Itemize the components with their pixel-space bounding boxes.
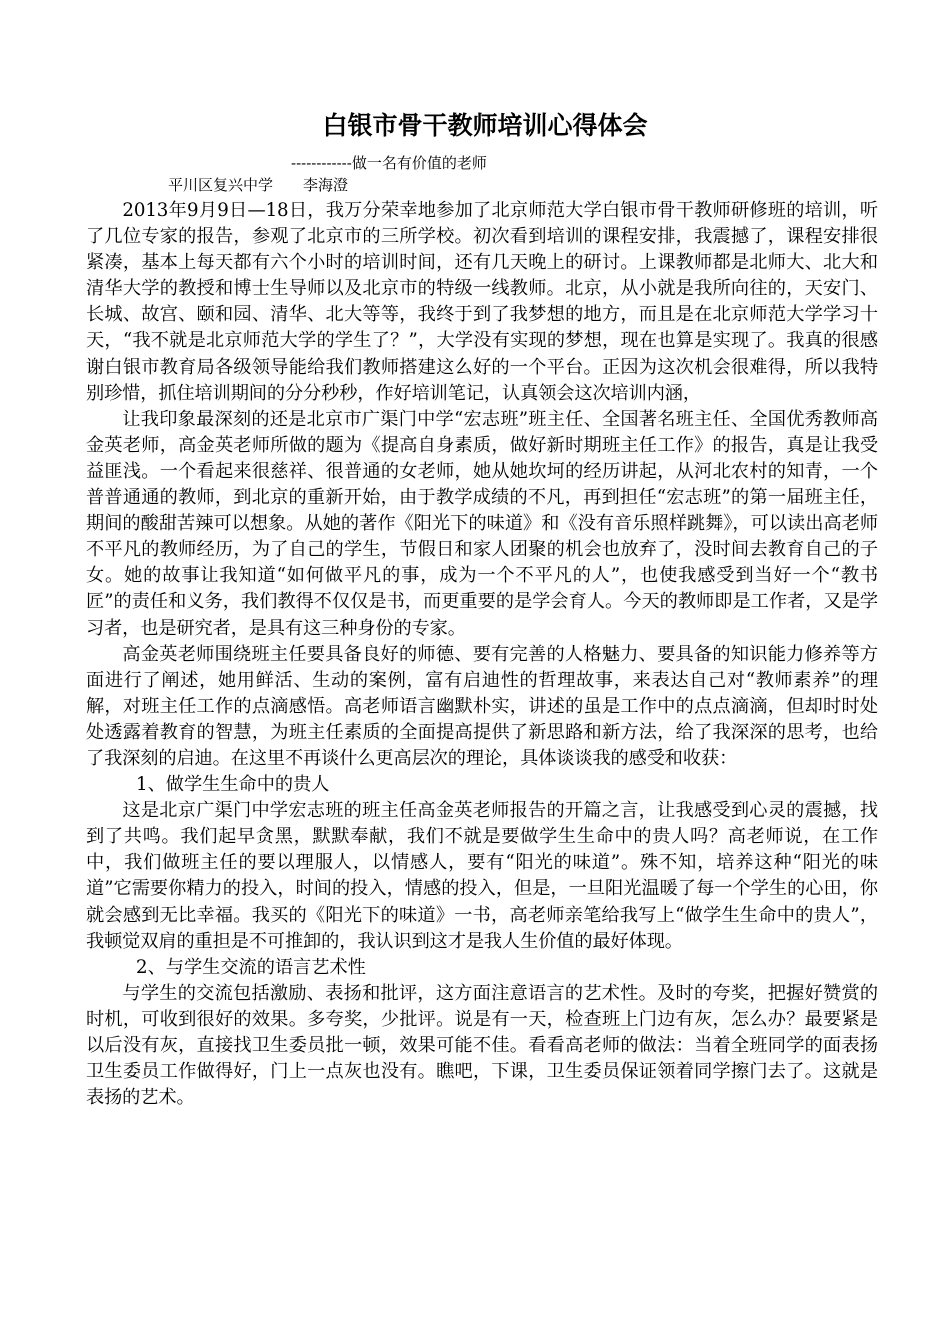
author-line: [86, 174, 878, 196]
intro-paragraph: 2013年9月9日—18日，我万分荣幸地参加了北京师范大学白银市骨干教师研修班的培训，听了几位专家的报告，参观了北京市的三所学校。初次看到培训的课程安排，我震撼了，课程安排很紧凑，基本上每天都有六个小时的培训时间，还有几天晚上的研讨。上课教师都是北师大、北大和清华大学的教授和博士生导师以及北京市的特级一线教师。北京，从小就是我所向往的，天安门、长城、故宫、颐和园、清华、北大等等，我终于到了我梦想的地方，而且是在北京师范大学学习十天，“我不就是北京师范大学的学生了？”，大学没有实现的梦想，现在也算是实现了。我真的很感谢白银市教育局各级领导能给我们教师搭建这么好的一个平台。正因为这次机会很难得，所以我特别珍惜，抓住培训期间的分分秒秒，作好培训笔记，认真领会这次培训内涵，: [86, 200, 878, 404]
section-paragraph-2: 与学生的交流包括激励、表扬和批评，这方面注意语言的艺术性。及时的夸奖，把握好赞赏的时机，可收到很好的效果。多夸奖，少批评。说是有一天，检查班上门边有灰，怎么办？最要紧是以后没有灰，直接找卫生委员批一顿，效果可能不佳。看看高老师的做法：当着全班同学的面表扬卫生委员工作做得好，门上一点灰也没有。瞧吧，下课，卫生委员保证领着同学擦门去了。这就是表扬的艺术。: [86, 982, 878, 1109]
section-paragraph-1: 这是北京广渠门中学宏志班的班主任高金英老师报告的开篇之言，让我感受到心灵的震撼，找到了共鸣。我们起早贪黑，默默奉献，我们不就是要做学生生命中的贵人吗？高老师说，在工作中，我们做班主任的要以理服人，以情感人，要有“阳光的味道”。殊不知，培养这种“阳光的味道”它需要你精力的投入，时间的投入，情感的投入，但是，一旦阳光温暖了每一个学生的心田，你就会感到无比幸福。我买的《阳光下的味道》一书，高老师亲笔给我写上“做学生生命中的贵人”，我顿觉双肩的重担是不可推卸的，我认识到这才是我人生价值的最好体现。: [86, 800, 878, 952]
document-page: [86, 108, 878, 1111]
document-subtitle: ------------做一名有价值的老师: [291, 154, 487, 172]
section-heading-2: 2、与学生交流的语言艺术性: [136, 956, 366, 978]
author-school: 平川区复兴中学: [168, 176, 274, 194]
body-paragraph-impression: 让我印象最深刻的还是北京市广渠门中学“宏志班”班主任、全国著名班主任、全国优秀教师高金英老师，高金英老师所做的题为《提高自身素质，做好新时期班主任工作》的报告，真是让我受益匪浅。一个看起来很慈祥、很普通的女老师，她从她坎坷的经历讲起，从河北农村的知青，一个普普通通的教师，到北京的重新开始，由于教学成绩的不凡，再到担任“宏志班”的第一届班主任，期间的酸甜苦辣可以想象。从她的著作《阳光下的味道》和《没有音乐照样跳舞》，可以读出高老师不平凡的教师经历，为了自己的学生，节假日和家人团聚的机会也放弃了，没时间去教育自己的子女。她的故事让我知道“如何做平凡的事，成为一个不平凡的人”，也使我感受到当好一个“教书匠”的责任和义务，我们教得不仅仅是书，而更重要的是学会育人。今天的教师即是工作者，又是学习者，也是研究者，是具有这三种身份的专家。: [86, 408, 878, 639]
section-heading-1: 1、做学生生命中的贵人: [136, 774, 330, 796]
body-paragraph-summary: 高金英老师围绕班主任要具备良好的师德、要有完善的人格魅力、要具备的知识能力修养等方面进行了阐述，她用鲜活、生动的案例，富有启迪性的哲理故事，来表达自己对“教师素养”的理解，对班主任工作的点滴感悟。高老师语言幽默朴实，讲述的虽是工作中的点点滴滴，但却时时处处透露着教育的智慧，为班主任素质的全面提高提供了新思路和新方法，给了我深深的思考，也给了我深刻的启迪。在这里不再谈什么更高层次的理论，具体谈谈我的感受和收获：: [86, 643, 878, 769]
document-title: 白银市骨干教师培训心得体会: [322, 111, 648, 140]
author-name: 李海澄: [303, 176, 349, 194]
